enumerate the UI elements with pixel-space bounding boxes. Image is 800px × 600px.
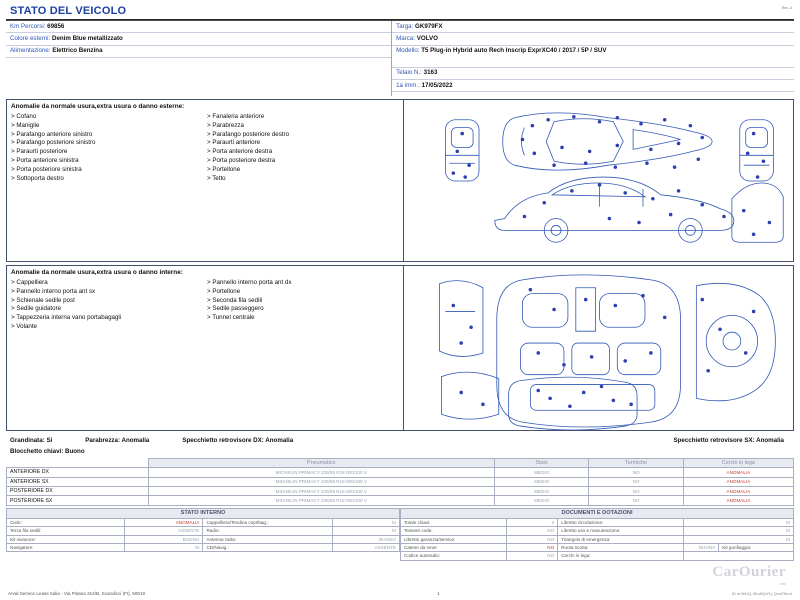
watermark [712,564,786,586]
field-value: SI [333,527,400,535]
external-anomalies-title: Anomalie da normale usura,extra usura o danno esterne: [11,103,185,111]
field-value: BUONO [333,535,400,543]
value-km: 69856 [47,22,65,30]
notes-row-1 [6,435,794,446]
table-row [7,477,794,486]
value-alimentazione: Elettrico Benzina [52,47,103,55]
field-label: Terza fila sedili: [7,527,125,535]
list-item: > Pannello interno porta ant sx [11,287,96,295]
list-item: > Fanaleria anteriore [206,113,265,121]
list-item-label: Pannello interno porta ant dx [212,279,292,287]
internal-anomalies-title: Anomalie da normale usura,extra usura o danno interne: [11,269,183,277]
field-value: ASSENTE [124,527,203,535]
list-item: > Tetto [206,174,226,182]
list-item-label: Schienale sedile post [16,296,75,304]
value-telaio: 3163 [423,69,438,77]
tyre-termiche: NO [589,468,683,477]
tyre-stato: MEDIO [494,468,588,477]
tyre-cerchi: ANOMALIA [683,477,793,486]
external-anomalies-section [6,99,794,262]
list-item: > Sedile guidatore [11,305,62,313]
list-item: > Porta posteriore destra [206,157,276,165]
list-item-label: Parafango anteriore sinistro [16,130,93,138]
field-value: NO [507,535,558,543]
info-row-telaio [392,68,794,80]
stato-interno-title: STATO INTERNO [7,508,400,518]
list-item-label: Sedile passeggero [212,305,264,313]
table-row [7,527,400,535]
value-colore: Denim Blue metallizzato [51,34,123,42]
field-label: Cielo: [7,518,125,526]
table-row [7,468,794,477]
tyre-cerchi: ANOMALIA [683,487,793,496]
interior-damage-diagram [404,266,793,430]
list-item-label: Portellone [212,287,241,295]
note-specchietto-dx: Specchietto retrovisore DX: Anomalia [182,437,294,445]
list-item-label: Porta posteriore destra [212,157,276,165]
label-colore: Colore esterni: [10,34,51,42]
list-item-label: Parabrezza [212,121,244,129]
info-row-targa [392,21,794,33]
info-row-colore [6,33,391,45]
tyre-stato: MEDIO [494,477,588,486]
field-label: Cerchi in lega: [558,552,684,560]
tyre-position: POSTERIORE SX [7,496,149,505]
label-marca: Marca: [396,34,416,42]
list-item-label: Porta anteriore destra [212,148,273,156]
table-row [401,543,794,551]
vehicle-info-block [6,20,794,96]
field-label: Kit vivavoce: [7,535,125,543]
tyre-position: ANTERIORE DX [7,468,149,477]
notes-row-2 [6,446,794,457]
col-header-cerchi: Cerchi in lega [683,458,793,468]
tyre-termiche: NO [589,487,683,496]
list-item: > Parafango anteriore sinistro [11,130,93,138]
stato-interno-table [6,508,400,561]
tyre-termiche: NO [589,477,683,486]
list-item: > Tunnel centrale [206,314,255,322]
table-row [7,518,400,526]
page-title: STATO DEL VEICOLO [10,5,127,17]
field-value: ANOMALIA [124,518,203,526]
col-header-stato: Stato [494,458,588,468]
list-item: > Volante [11,323,38,331]
list-item: > Porta anteriore sinistra [11,157,79,165]
label-alimentazione: Alimentazione: [10,47,51,55]
tyres-table-header [7,458,794,468]
note-parabrezza: Parabrezza: Anomalia [85,437,150,445]
page-footer [0,591,800,596]
table-row [7,487,794,496]
field-value: NO [507,543,558,551]
list-item: > Schienale sedile post [11,296,75,304]
field-label: CD/Navig.: [203,543,333,551]
tyres-table [6,458,794,506]
list-item-label: Volante [16,323,38,331]
field-value: NO [507,552,558,560]
table-row [7,535,400,543]
external-anomalies-list [7,100,404,261]
list-item: > Seconda fila sedili [206,296,263,304]
list-item: > Parafango posteriore sinistro [11,139,96,147]
list-item-label: Maniglie [16,121,40,129]
list-item: > Tappezzeria interna vano portabagagli [11,314,122,322]
list-item: > Paraurti anteriore [206,139,261,147]
field-value: 2 [507,518,558,526]
label-modello: Modello: [396,47,420,55]
field-value: ASSENTE [333,543,400,551]
internal-col-1 [11,279,203,332]
field-label: Antenna radio: [203,535,333,543]
label-blocchetto: Blocchetto chiavi: [10,448,64,456]
field-value: BUONA [683,543,718,551]
field-label: Libretto circolazione: [558,518,684,526]
watermark-sub: .eu [779,581,786,586]
field-value: SI [333,518,400,526]
label-telaio: Telaio N.: [396,69,422,77]
documenti-dotazioni-table [400,508,794,561]
info-row-modello [392,46,794,68]
list-item-label: Sottoporta destro [16,174,64,182]
list-item-label: Cofano [16,113,37,121]
field-value: NO [507,527,558,535]
info-row-marca [392,33,794,45]
external-col-2 [207,113,399,183]
list-item: > Paraurti posteriore [11,148,68,156]
list-item-label: Parafango posteriore destro [212,130,290,138]
footer-page-number: 1 [437,591,440,596]
field-label: Navigatore: [7,543,125,551]
vehicle-info-left [6,21,392,96]
table-row [401,518,794,526]
stato-interno-header [7,508,400,518]
value-grandinata: Si [46,437,53,445]
field-label: Triangolo di emergenza: [558,535,684,543]
label-grandinata: Grandinata: [10,437,45,445]
tyre-model: MICHELIN PRIMACY 235/55 R18 000/100 V [148,468,494,477]
field-value: SI [683,535,793,543]
vehicle-info-right [392,21,794,96]
field-value: SI [124,543,203,551]
list-item-label: Parafango posteriore sinistro [16,139,96,147]
list-item-label: Paraurti posteriore [16,148,68,156]
table-row [7,543,400,551]
exterior-damage-diagram [404,100,793,261]
tyre-cerchi: ANOMALIA [683,496,793,505]
field-label: Codice autoradio: [401,552,507,560]
list-item: > Parabrezza [206,121,244,129]
table-row [401,527,794,535]
list-item: > Cofano [11,113,37,121]
notes-block [6,435,794,458]
field-label: Radio: [203,527,333,535]
tyre-termiche: NO [589,496,683,505]
tyre-model: MICHELIN PRIMACY 235/55 R18 000/100 V [148,496,494,505]
list-item: > Pannello interno porta ant dx [206,279,292,287]
list-item-label: Fanaleria anteriore [212,113,265,121]
tyre-model: MICHELIN PRIMACY 235/55 R18 000/100 V [148,477,494,486]
list-item-label: Tetto [212,174,226,182]
tyre-model: MICHELIN PRIMACY 235/55 R18 000/100 V [148,487,494,496]
documenti-title: DOCUMENTI E DOTAZIONI [401,508,794,518]
internal-col-2 [207,279,399,332]
info-row-alimentazione [6,46,391,58]
documenti-header [401,508,794,518]
list-item-label: Porta anteriore sinistra [16,157,79,165]
info-row-immatricolazione [392,80,794,92]
footer-company: Arval Service Lease Italia - Via Pisana 314/B, Scandicci (FI), 50018 [8,591,146,596]
internal-anomalies-section [6,265,794,431]
tyre-stato: MEDIO [494,487,588,496]
list-item-label: Portellone [212,165,241,173]
table-row [401,535,794,543]
list-item-label: Seconda fila sedili [212,296,263,304]
field-value: BUONO [124,535,203,543]
internal-anomalies-list [7,266,404,430]
list-item-label: Sedile guidatore [16,305,62,313]
field-label: Totale chiavi: [401,518,507,526]
field-value: SI [683,518,793,526]
field-label: Libretto uso e manutenzione: [558,527,684,535]
value-modello: T5 Plug-in Hybrid auto Rech Inscrip ExprXC40 / 2017 / 5P / SUV [421,47,607,55]
value-immatricolazione: 17/05/2022 [421,81,453,89]
field-label: Catene da neve: [401,543,507,551]
field-label: Ruota scorta: [558,543,684,551]
list-item-label: Paraurti anteriore [212,139,261,147]
tyre-position: ANTERIORE SX [7,477,149,486]
footer-document-id: ID nr.fiNJQ-3Ku5QvR-j-Qcol78v.sl [731,591,792,596]
table-row [401,552,794,560]
list-item-label: Porta posteriore sinistra [16,165,82,173]
list-item: > Parafango posteriore destro [206,130,290,138]
field-label-extra: Kit gonfiaggio: [719,543,794,551]
watermark-text: CarOurier [712,564,786,580]
list-item-label: Tappezzeria interna vano portabagagli [16,314,122,322]
revision-label: Rev. A [781,6,792,10]
tyre-stato: MEDIO [494,496,588,505]
label-immatricolazione: 1a imm.: [396,81,420,89]
list-item: > Sottoporta destro [11,174,64,182]
field-label: Libretto garanzia/service: [401,535,507,543]
tyre-position: POSTERIORE DX [7,487,149,496]
list-item: > Porta posteriore sinistra [11,165,82,173]
label-targa: Targa: [396,22,414,30]
value-targa: GK979FX [415,22,443,30]
list-item: > Sedile passeggero [206,305,264,313]
external-col-1 [11,113,203,183]
list-item-label: Tunnel centrale [212,314,255,322]
label-km: Km Percorsi: [10,22,46,30]
field-value [683,552,793,560]
list-item-label: Pannello interno porta ant sx [16,287,96,295]
field-label: Tessere code: [401,527,507,535]
list-item: > Porta anteriore destra [206,148,273,156]
list-item-label: Cappelliera [16,279,48,287]
value-blocchetto: Buono [65,448,85,456]
note-specchietto-sx: Specchietto retrovisore SX: Anomalia [673,437,784,445]
bottom-tables [6,508,794,561]
col-header-termiche: Termiche [589,458,683,468]
info-row-km [6,21,391,33]
field-label: Cappelliera/Tendina copribag.: [203,518,333,526]
field-value: SI [683,527,793,535]
list-item: > Portellone [206,165,241,173]
col-header-pneumatico: Pneumatico [148,458,494,468]
value-marca: VOLVO [416,34,438,42]
table-row [7,496,794,505]
list-item: > Portellone [206,287,241,295]
list-item: > Maniglie [11,121,40,129]
tyre-cerchi: ANOMALIA [683,468,793,477]
list-item: > Cappelliera [11,279,48,287]
